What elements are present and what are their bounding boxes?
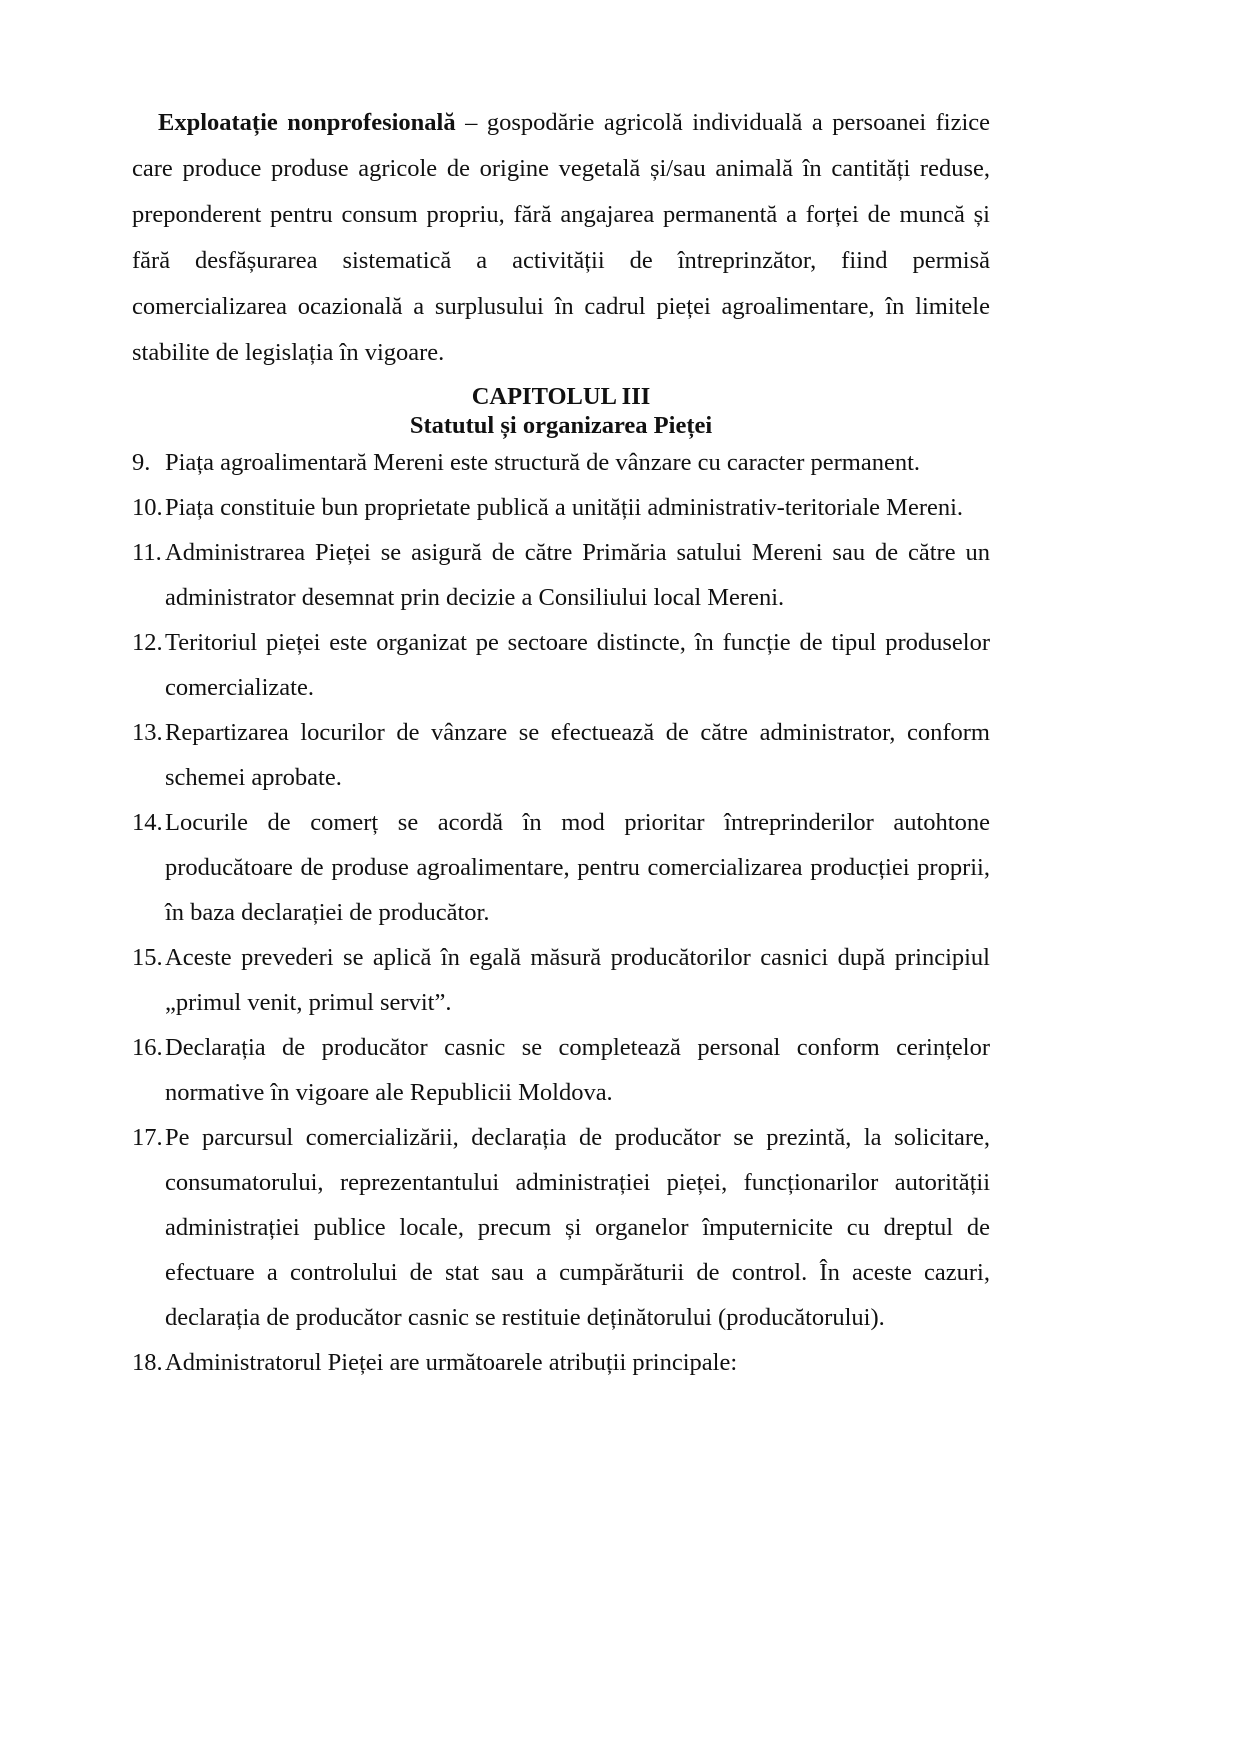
article-item: [132, 530, 990, 620]
article-number: 15.: [132, 944, 163, 971]
defined-term: Exploatație nonprofesională: [158, 109, 456, 136]
chapter-number: CAPITOLUL III: [471, 383, 651, 410]
article-text: Pe parcursul comercializării, declarația de producător se prezintă, la solicitare, consumatorului, reprezentantului administrației pieței, funcționarilor autorității administrației publice locale, precum și organelor împuternicite cu dreptul de efectuare a controlului de stat sau a cumpărăturii de control. În aceste cazuri, declarația de producător casnic se restituie deținătorului (producătorului).: [165, 1124, 990, 1331]
article-number: 11.: [132, 539, 162, 566]
article-text: Locurile de comerț se acordă în mod prioritar întreprinderilor autohtone producătoare de produse agroalimentare, pentru comercializarea producției proprii, în baza declarației de producător.: [165, 809, 990, 926]
article-item: [132, 620, 990, 710]
article-text: Administratorul Pieței are următoarele atribuții principale:: [165, 1349, 738, 1376]
article-item: [132, 935, 990, 1025]
article-item: [132, 1025, 990, 1115]
article-number: 16.: [132, 1034, 163, 1061]
article-text: Repartizarea locurilor de vânzare se efectuează de către administrator, conform schemei aprobate.: [165, 719, 990, 791]
article-number: 13.: [132, 719, 163, 746]
article-number: 14.: [132, 809, 163, 836]
article-item: [132, 800, 990, 935]
article-text: Piața constituie bun proprietate publică a unității administrativ-teritoriale Mereni.: [165, 494, 964, 521]
article-number: 10.: [132, 494, 163, 521]
article-item: [132, 710, 990, 800]
chapter-title: Statutul și organizarea Pieței: [409, 412, 713, 439]
article-item: [132, 1115, 990, 1340]
article-text: Aceste prevederi se aplică în egală măsură producătorilor casnici după principiul „primul venit, primul servit”.: [165, 944, 990, 1016]
article-item: [132, 485, 990, 530]
definition-paragraph: [132, 100, 990, 376]
article-text: Declarația de producător casnic se completează personal conform cerințelor normative în vigoare ale Republicii Moldova.: [165, 1034, 990, 1106]
article-item: [132, 440, 990, 485]
article-text: Teritoriul pieței este organizat pe sectoare distincte, în funcție de tipul produselor comercializate.: [165, 629, 990, 701]
article-number: 17.: [132, 1124, 163, 1151]
document-page: [132, 100, 990, 1385]
article-text: Administrarea Pieței se asigură de către Primăria satului Mereni sau de către un administrator desemnat prin decizie a Consiliului local Mereni.: [165, 539, 990, 611]
article-number: 9.: [132, 449, 151, 476]
article-number: 18.: [132, 1349, 163, 1376]
article-list: [132, 440, 990, 1385]
article-number: 12.: [132, 629, 163, 656]
article-text: Piața agroalimentară Mereni este structură de vânzare cu caracter permanent.: [165, 449, 921, 476]
definition-text: – gospodărie agricolă individuală a persoanei fizice care produce produse agricole de origine vegetală și/sau animală în cantități reduse, preponderent pentru consum propriu, fără angajarea permanentă a forței de muncă și fără desfășurarea sistematică a activității de întreprinzător, fiind permisă comercializarea ocazională a surplusului în cadrul pieței agroalimentare, în limitele stabilite de legislația în vigoare.: [132, 109, 991, 366]
article-item: [132, 1340, 990, 1385]
